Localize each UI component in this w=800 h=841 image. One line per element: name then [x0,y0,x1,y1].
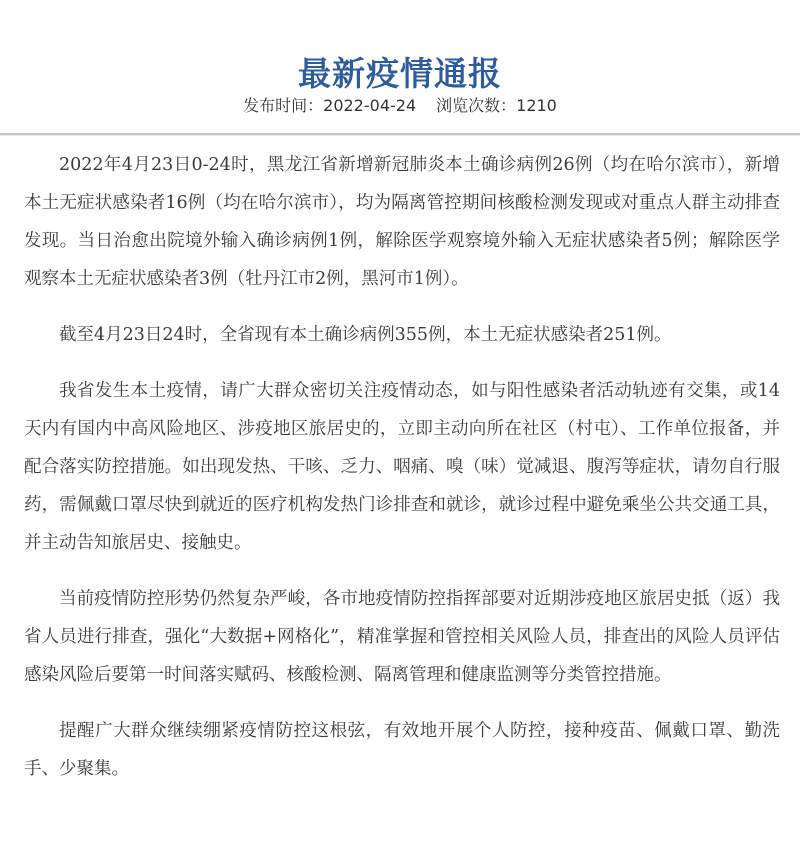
header-divider [0,133,800,136]
page-title: 最新疫情通报 [298,54,502,94]
publish-date: 2022-04-24 [323,96,417,115]
paragraph-control-measures: 当前疫情防控形势仍然复杂严峻，各市地疫情防控指挥部要对近期涉疫地区旅居史抵（返）我省人员进行排查，强化“大数据+网格化”，精准掌握和管控相关风险人员，排查出的风险人员评估感染风险后要第一时间落实赋码、核酸检测、隔离管理和健康监测等分类管控措施。 [24,589,780,685]
article-body [24,146,780,806]
article-meta [0,94,800,118]
views-count: 1210 [516,96,557,115]
paragraph-current-totals: 截至4月23日24时，全省现有本土确诊病例355例，本土无症状感染者251例。 [59,325,672,345]
paragraph-new-cases: 2022年4月23日0-24时，黑龙江省新增新冠肺炎本土确诊病例26例（均在哈尔滨市），新增本土无症状感染者16例（均在哈尔滨市），均为隔离管控期间核酸检测发现或对重点人群主动排查发现。当日治愈出院境外输入确诊病例1例，解除医学观察境外输入无症状感染者5例；解除医学观察本土无症状感染者3例（牡丹江市2例，黑河市1例）。 [24,155,780,289]
publish-time-label: 发布时间： [243,96,324,115]
paragraph-public-guidance: 我省发生本土疫情，请广大群众密切关注疫情动态，如与阳性感染者活动轨迹有交集，或14天内有国内中高风险地区、涉疫地区旅居史的，立即主动向所在社区（村屯）、工作单位报备，并配合落实防控措施。如出现发热、干咳、乏力、咽痛、嗅（味）觉减退、腹泻等症状，请勿自行服药，需佩戴口罩尽快到就近的医疗机构发热门诊排查和就诊，就诊过程中避免乘坐公共交通工具，并主动告知旅居史、接触史。 [24,381,780,553]
views-label: 浏览次数： [436,96,517,115]
paragraph-reminder: 提醒广大群众继续绷紧疫情防控这根弦，有效地开展个人防控，接种疫苗、佩戴口罩、勤洗手、少聚集。 [24,721,780,779]
